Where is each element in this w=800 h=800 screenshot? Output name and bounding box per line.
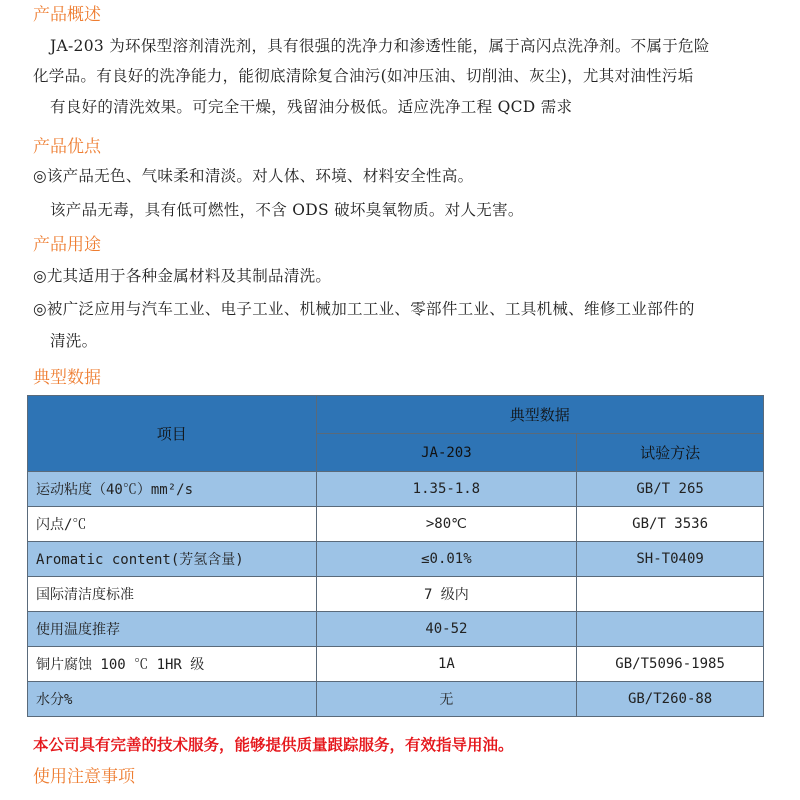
- col-item-header: 项目: [28, 396, 317, 472]
- value-cell: ≤0.01%: [316, 542, 577, 577]
- overview-line: 化学品。有良好的洗净能力，能彻底清除复合油污(如冲压油、切削油、灰尘)，尤其对油性污垢: [33, 67, 694, 85]
- value-cell: 7 级内: [316, 577, 577, 612]
- item-cell: Aromatic content(芳氢含量): [28, 542, 317, 577]
- item-cell: 水分%: [28, 682, 317, 717]
- method-cell: GB/T 265: [577, 472, 764, 507]
- col-group-header: 典型数据: [316, 396, 763, 434]
- service-note: 本公司具有完善的技术服务，能够提供质量跟踪服务，有效指导用油。: [33, 736, 514, 754]
- method-cell: GB/T5096-1985: [577, 647, 764, 682]
- value-cell: 40-52: [316, 612, 577, 647]
- value-cell: >80℃: [316, 507, 577, 542]
- table-row: [28, 542, 764, 577]
- table-row: [28, 507, 764, 542]
- method-cell: GB/T 3536: [577, 507, 764, 542]
- heading-overview: 产品概述: [33, 5, 101, 25]
- item-cell: 铜片腐蚀 100 ℃ 1HR 级: [28, 647, 317, 682]
- table-row: [28, 577, 764, 612]
- usage-line: 清洗。: [50, 332, 98, 350]
- item-cell: 国际清洁度标准: [28, 577, 317, 612]
- heading-notes: 使用注意事项: [33, 767, 135, 787]
- item-cell: 运动粘度（40℃）mm²/s: [28, 472, 317, 507]
- usage-line: ◎尤其适用于各种金属材料及其制品清洗。: [33, 267, 332, 285]
- col-method-header: 试验方法: [577, 434, 764, 472]
- item-cell: 使用温度推荐: [28, 612, 317, 647]
- table-row: [28, 682, 764, 717]
- overview-line: JA-203 为环保型溶剂清洗剂，具有很强的洗净力和渗透性能，属于高闪点洗净剂。不属于危险: [50, 37, 710, 55]
- value-cell: 1.35-1.8: [316, 472, 577, 507]
- method-cell: [577, 577, 764, 612]
- usage-line: ◎被广泛应用与汽车工业、电子工业、机械加工工业、零部件工业、工具机械、维修工业部件的: [33, 300, 695, 318]
- heading-advantages: 产品优点: [33, 137, 101, 157]
- typical-data-table: [27, 395, 764, 717]
- table-row: [28, 612, 764, 647]
- item-cell: 闪点/℃: [28, 507, 317, 542]
- heading-data: 典型数据: [33, 368, 101, 388]
- method-cell: [577, 612, 764, 647]
- col-product-header: JA-203: [316, 434, 577, 472]
- heading-usage: 产品用途: [33, 235, 101, 255]
- method-cell: GB/T260-88: [577, 682, 764, 717]
- advantage-line: 该产品无毒，具有低可燃性，不含 ODS 破坏臭氧物质。对人无害。: [50, 201, 524, 219]
- table-row: [28, 647, 764, 682]
- advantage-line: ◎该产品无色、气味柔和清淡。对人体、环境、材料安全性高。: [33, 167, 474, 185]
- overview-line: 有良好的清洗效果。可完全干燥，残留油分极低。适应洗净工程 QCD 需求: [50, 98, 573, 116]
- value-cell: 1A: [316, 647, 577, 682]
- value-cell: 无: [316, 682, 577, 717]
- method-cell: SH-T0409: [577, 542, 764, 577]
- table-row: [28, 472, 764, 507]
